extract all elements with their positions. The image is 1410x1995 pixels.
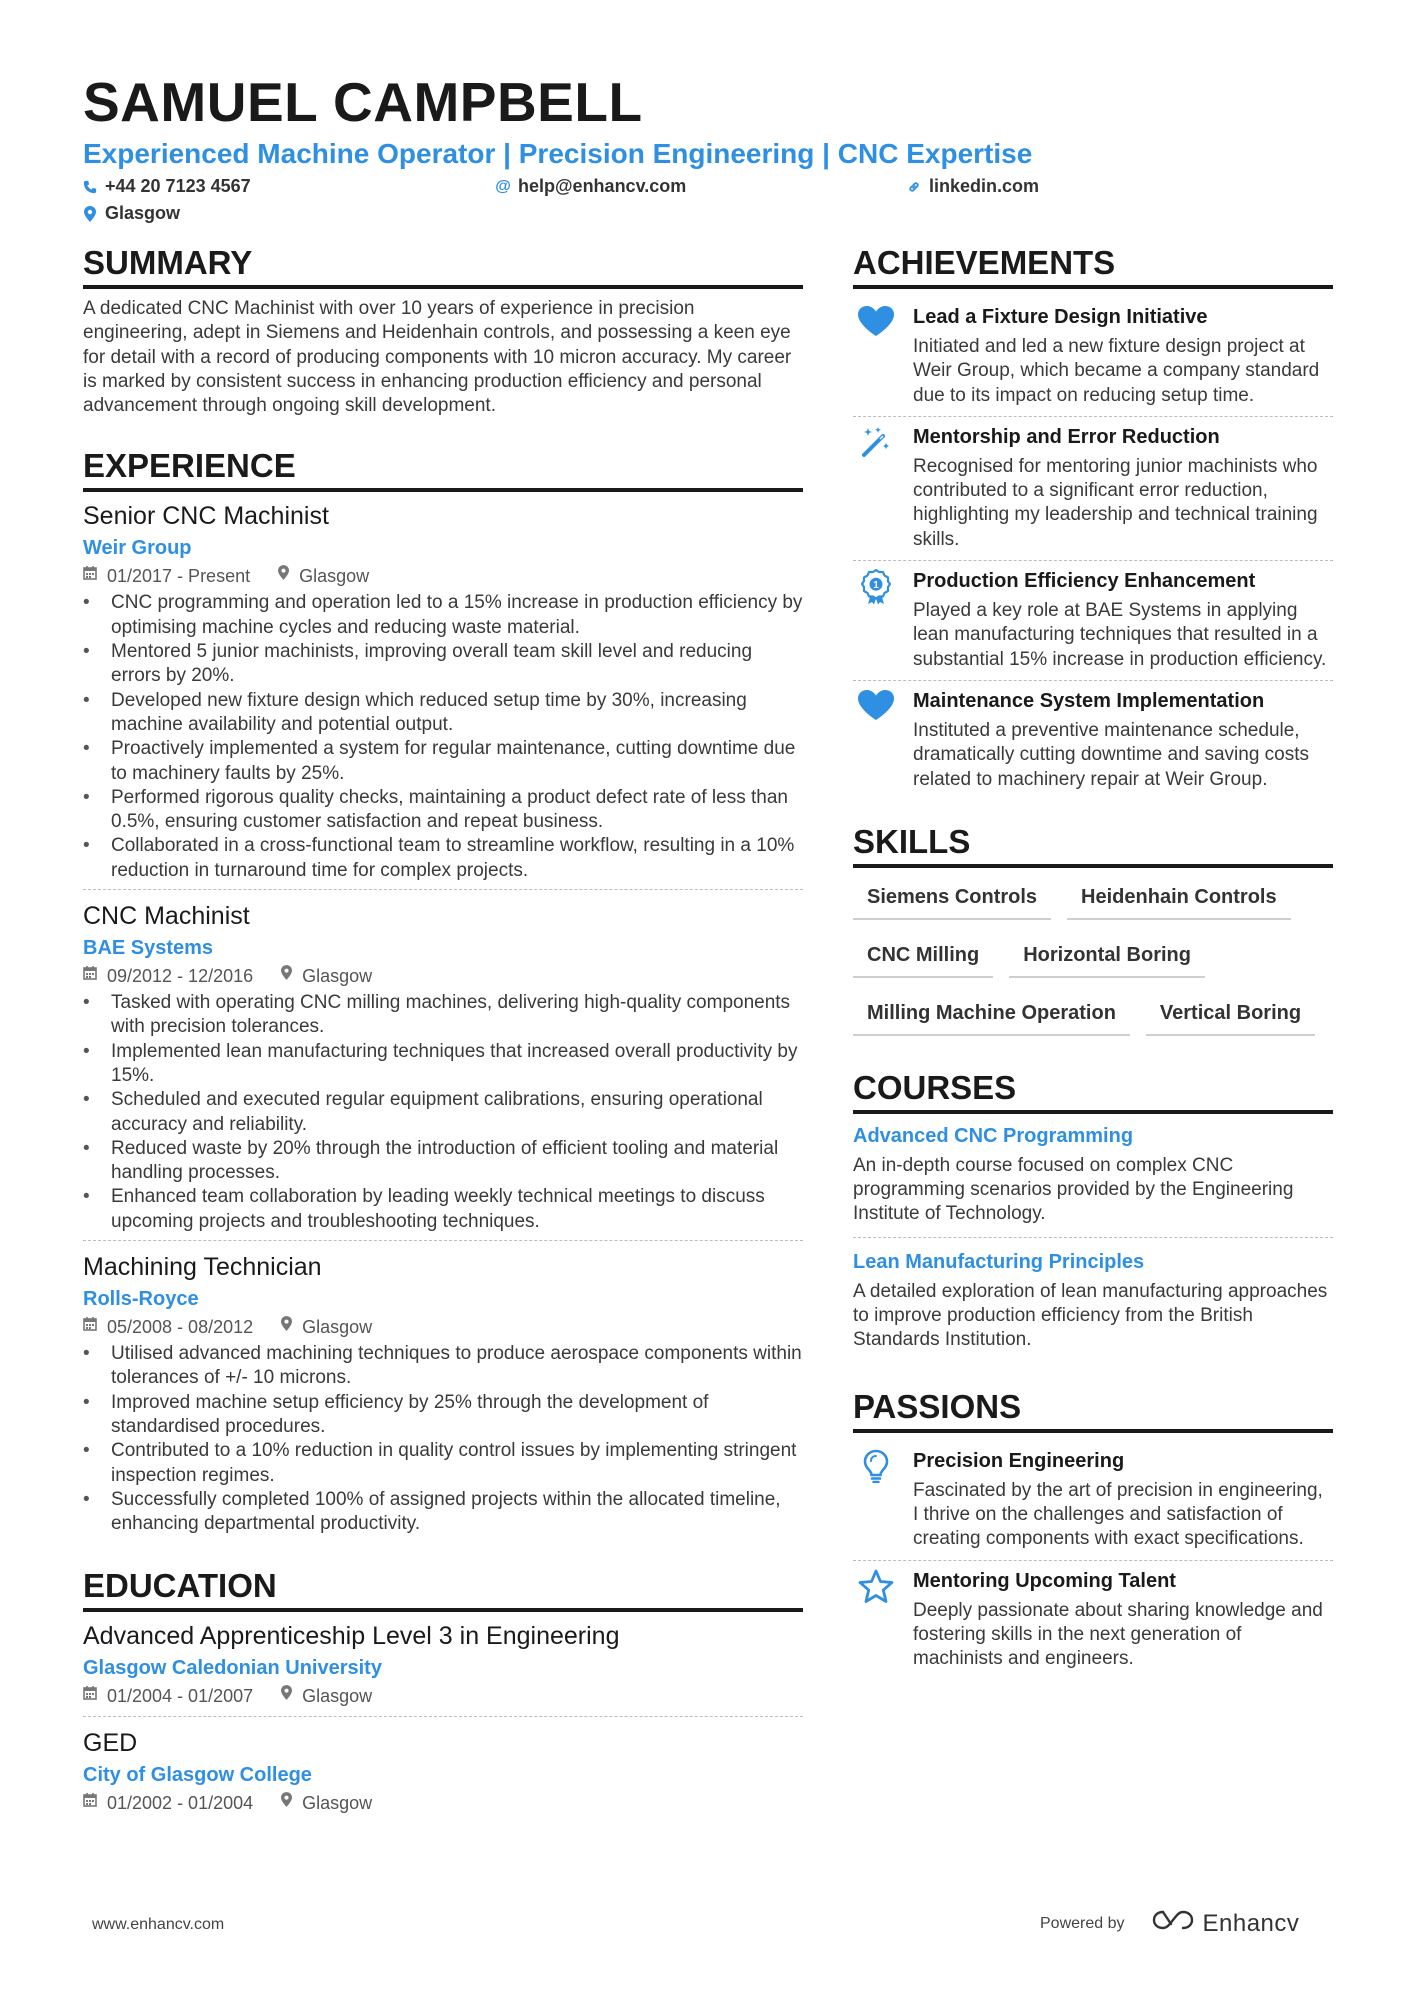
company-name[interactable]: Rolls-Royce xyxy=(83,1288,199,1311)
course-title[interactable]: Advanced CNC Programming xyxy=(853,1124,1134,1147)
skill-tag: CNC Milling xyxy=(853,938,993,978)
skill-tag: Siemens Controls xyxy=(853,880,1051,920)
email-address: help@enhancv.com xyxy=(518,176,687,196)
contact-location xyxy=(83,203,180,224)
education-section xyxy=(83,1566,803,1823)
item-title: Production Efficiency Enhancement xyxy=(913,570,1256,593)
contact-linkedin[interactable] xyxy=(907,176,1039,197)
date-text: 01/2017 - Present xyxy=(107,566,251,587)
enhancv-logo-text: Enhancv xyxy=(1202,1909,1300,1937)
item-description: Fascinated by the art of precision in engineering, I thrive on the challenges and satisfaction of creating components with exact specifications. xyxy=(913,1479,1323,1550)
calendar-icon xyxy=(83,962,97,990)
item-title: Maintenance System Implementation xyxy=(913,689,1265,712)
experience-heading: EXPERIENCE xyxy=(83,446,803,492)
location xyxy=(281,1682,372,1710)
item-body xyxy=(913,1567,1333,1672)
date-text: 01/2004 - 01/2007 xyxy=(107,1686,254,1707)
summary-section xyxy=(83,243,803,418)
heart-icon xyxy=(853,303,899,408)
degree-title: Advanced Apprenticeship Level 3 in Engineering xyxy=(83,1622,620,1651)
course-description: An in-depth course focused on complex CNC programming scenarios provided by the Engineering Institute of Technology. xyxy=(853,1154,1294,1225)
location-text: Glasgow xyxy=(302,1686,373,1707)
powered-by-label: Powered by xyxy=(1040,1914,1125,1932)
company-name[interactable]: BAE Systems xyxy=(83,937,214,960)
at-icon: @ xyxy=(495,177,511,195)
calendar-icon xyxy=(83,1682,97,1710)
item-body xyxy=(913,1447,1333,1552)
courses-heading: COURSES xyxy=(853,1068,1333,1114)
date-text: 09/2012 - 12/2016 xyxy=(107,966,254,987)
company-name[interactable]: Weir Group xyxy=(83,537,192,560)
achievement-item xyxy=(853,681,1333,800)
job-title: Senior CNC Machinist xyxy=(83,502,329,531)
education-heading: EDUCATION xyxy=(83,1566,803,1612)
heart-icon xyxy=(853,687,899,792)
bullet-item: • Mentored 5 junior machinists, improving overall team skill level and reducing errors by 20%. xyxy=(83,640,803,689)
date-text: 01/2002 - 01/2004 xyxy=(107,1793,254,1814)
bullet-item: • CNC programming and operation led to a 15% increase in production efficiency by optimising machine cycles and reducing waste material. xyxy=(83,591,803,640)
skill-tag: Vertical Boring xyxy=(1146,996,1315,1036)
skills-heading: SKILLS xyxy=(853,822,1333,868)
item-title: Mentorship and Error Reduction xyxy=(913,425,1220,448)
location-text: Glasgow xyxy=(302,966,373,987)
bullet-item: • Improved machine setup efficiency by 25% through the development of standardised procedures. xyxy=(83,1391,803,1440)
achievement-item xyxy=(853,297,1333,417)
skills-section xyxy=(853,822,1333,1044)
date-location-row xyxy=(83,562,803,590)
job-bullets xyxy=(83,591,803,883)
location xyxy=(281,1313,372,1341)
achievements-section xyxy=(853,243,1333,800)
bullet-item: • Performed rigorous quality checks, maintaining a product defect rate of less than 0.5%, ensuring customer satisfaction and repeat business. xyxy=(83,786,803,835)
courses-list xyxy=(853,1122,1333,1363)
date-range xyxy=(83,962,253,990)
education-entry xyxy=(83,1620,803,1717)
candidate-tagline: Experienced Machine Operator | Precision Engineering | CNC Expertise xyxy=(83,138,1033,169)
enhancv-logo-icon xyxy=(1151,1908,1195,1939)
passions-list xyxy=(853,1441,1333,1680)
star-icon xyxy=(853,1567,899,1672)
magic-wand-icon xyxy=(853,423,899,552)
degree-title: GED xyxy=(83,1729,138,1758)
item-body xyxy=(913,567,1333,672)
skill-tag: Heidenhain Controls xyxy=(1067,880,1291,920)
date-location-row xyxy=(83,1789,803,1817)
course-title[interactable]: Lean Manufacturing Principles xyxy=(853,1250,1145,1273)
achievements-list xyxy=(853,297,1333,800)
item-description: Played a key role at BAE Systems in applying lean manufacturing techniques that resulted in a substantial 15% increase in production efficiency. xyxy=(913,600,1327,670)
education-entry xyxy=(83,1727,803,1823)
bullet-item: • Proactively implemented a system for regular maintenance, cutting downtime due to machinery faults by 25%. xyxy=(83,737,803,786)
svg-text:1: 1 xyxy=(873,580,879,592)
course-entry xyxy=(853,1248,1333,1363)
location xyxy=(281,1789,372,1817)
right-column xyxy=(853,243,1333,1679)
bullet-item: • Implemented lean manufacturing techniques that increased overall productivity by 15%. xyxy=(83,1040,803,1089)
course-entry xyxy=(853,1122,1333,1238)
bullet-item: • Utilised advanced machining techniques to produce aerospace components within tolerances of +/- 10 microns. xyxy=(83,1342,803,1391)
map-pin-icon xyxy=(83,206,97,222)
bullet-item: • Enhanced team collaboration by leading weekly technical meetings to discuss upcoming projects and troubleshooting techniques. xyxy=(83,1185,803,1234)
map-pin-icon xyxy=(281,1682,292,1710)
location xyxy=(281,962,372,990)
bullet-item: • Reduced waste by 20% through the introduction of efficient tooling and material handling processes. xyxy=(83,1137,803,1186)
item-body xyxy=(913,423,1333,552)
job-entry xyxy=(83,1251,803,1542)
footer-website[interactable]: www.enhancv.com xyxy=(92,1916,225,1933)
job-title: Machining Technician xyxy=(83,1253,322,1282)
calendar-icon xyxy=(83,1313,97,1341)
summary-text: A dedicated CNC Machinist with over 10 years of experience in precision engineering, adept in Siemens and Heidenhain controls, and possessing a keen eye for detail with a record of producing components with 10 micron accuracy. My career is marked by consistent success in enhancing production efficiency and personal advancement through ongoing skill development. xyxy=(83,298,792,417)
item-title: Mentoring Upcoming Talent xyxy=(913,1569,1176,1592)
linkedin-url: linkedin.com xyxy=(929,176,1040,196)
job-entry xyxy=(83,500,803,890)
phone-icon xyxy=(83,180,97,194)
phone-number: +44 20 7123 4567 xyxy=(105,176,251,196)
contact-phone[interactable] xyxy=(83,176,251,197)
bullet-item: • Tasked with operating CNC milling machines, delivering high-quality components with precision tolerances. xyxy=(83,991,803,1040)
link-icon xyxy=(907,179,921,195)
calendar-icon xyxy=(83,1789,97,1817)
lightbulb-icon xyxy=(853,1447,899,1552)
bullet-item: • Contributed to a 10% reduction in quality control issues by implementing stringent inspection regimes. xyxy=(83,1439,803,1488)
date-range xyxy=(83,1313,253,1341)
course-description: A detailed exploration of lean manufacturing approaches to improve production efficiency from the British Standards Institution. xyxy=(853,1280,1328,1351)
location-text: Glasgow xyxy=(105,203,181,223)
enhancv-logo[interactable] xyxy=(1151,1908,1300,1939)
location-text: Glasgow xyxy=(302,1317,373,1338)
calendar-icon xyxy=(83,562,97,590)
job-bullets xyxy=(83,1342,803,1536)
map-pin-icon xyxy=(281,1313,292,1341)
school-name[interactable]: City of Glasgow College xyxy=(83,1764,312,1787)
courses-section xyxy=(853,1068,1333,1363)
skills-list xyxy=(853,876,1333,1044)
date-text: 05/2008 - 08/2012 xyxy=(107,1317,254,1338)
experience-section xyxy=(83,446,803,1542)
skill-tag: Milling Machine Operation xyxy=(853,996,1130,1036)
resume-header xyxy=(83,70,1333,232)
date-location-row xyxy=(83,1313,803,1341)
item-description: Instituted a preventive maintenance schedule, dramatically cutting downtime and saving costs related to machinery repair at Weir Group. xyxy=(913,719,1310,790)
item-title: Lead a Fixture Design Initiative xyxy=(913,306,1208,328)
bullet-item: • Collaborated in a cross-functional team to streamline workflow, resulting in a 10% reduction in turnaround time for complex projects. xyxy=(83,834,803,883)
item-body xyxy=(913,687,1333,792)
achievement-item xyxy=(853,417,1333,561)
bullet-item: • Successfully completed 100% of assigned projects within the allocated timeline, enhancing departmental productivity. xyxy=(83,1488,803,1537)
map-pin-icon xyxy=(281,962,292,990)
passions-heading: PASSIONS xyxy=(853,1387,1333,1433)
contact-email[interactable] xyxy=(496,176,686,197)
award-icon xyxy=(853,567,899,672)
skill-tag: Horizontal Boring xyxy=(1009,938,1205,978)
achievement-item xyxy=(853,561,1333,681)
item-description: Recognised for mentoring junior machinists who contributed to a significant error reduction, highlighting my leadership and technical training skills. xyxy=(913,455,1318,550)
date-range xyxy=(83,1789,253,1817)
date-range xyxy=(83,1682,253,1710)
passion-item xyxy=(853,1441,1333,1561)
location-text: Glasgow xyxy=(299,566,370,587)
location xyxy=(278,562,369,590)
summary-heading: SUMMARY xyxy=(83,243,803,289)
item-body xyxy=(913,303,1333,408)
school-name[interactable]: Glasgow Caledonian University xyxy=(83,1657,382,1680)
footer-branding xyxy=(1040,1908,1299,1939)
contact-info xyxy=(83,174,1333,232)
item-description: Deeply passionate about sharing knowledge and fostering skills in the next generation of machinists and engineers. xyxy=(913,1599,1323,1670)
item-title: Precision Engineering xyxy=(913,1449,1125,1472)
item-description: Initiated and led a new fixture design project at Weir Group, which became a company standard due to its impact on reducing setup time. xyxy=(913,336,1320,406)
date-location-row xyxy=(83,1682,803,1710)
date-range xyxy=(83,562,250,590)
passion-item xyxy=(853,1561,1333,1680)
job-entry xyxy=(83,900,803,1241)
map-pin-icon xyxy=(281,1789,292,1817)
job-bullets xyxy=(83,991,803,1234)
left-column xyxy=(83,243,803,1833)
achievements-heading: ACHIEVEMENTS xyxy=(853,243,1333,289)
map-pin-icon xyxy=(278,562,289,590)
education-list xyxy=(83,1620,803,1823)
location-text: Glasgow xyxy=(302,1793,373,1814)
job-title: CNC Machinist xyxy=(83,902,250,931)
bullet-item: • Developed new fixture design which reduced setup time by 30%, increasing machine availability and potential output. xyxy=(83,689,803,738)
passions-section xyxy=(853,1387,1333,1680)
date-location-row xyxy=(83,962,803,990)
bullet-item: • Scheduled and executed regular equipment calibrations, ensuring operational accuracy and reliability. xyxy=(83,1088,803,1137)
experience-list xyxy=(83,500,803,1542)
candidate-name: SAMUEL CAMPBELL xyxy=(83,71,643,133)
